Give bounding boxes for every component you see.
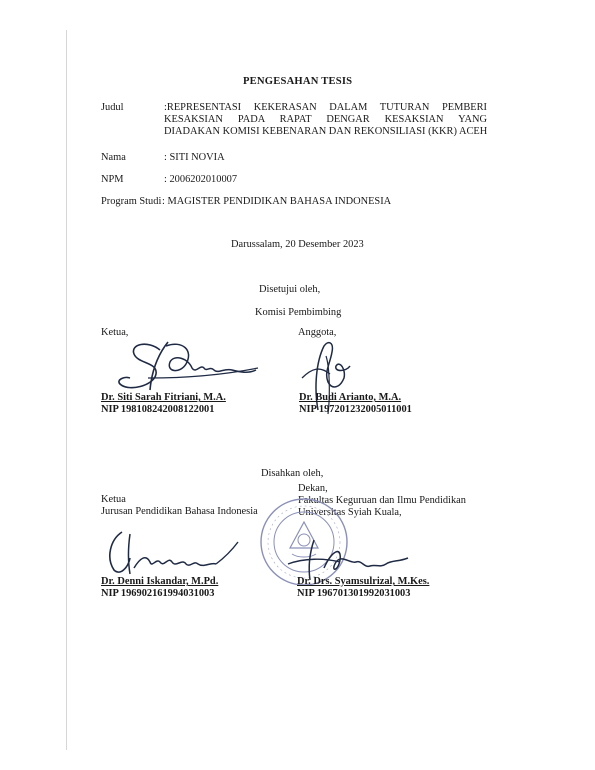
judul-line-3: DIADAKAN KOMISI KEBENARAN DAN REKONSILIASI (KKR) ACEH xyxy=(164,126,488,137)
npm-label: NPM xyxy=(101,174,124,185)
nama-value: : SITI NOVIA xyxy=(164,152,225,163)
judul-line-1: :REPRESENTASI KEKERASAN DALAM TUTURAN PEMBERI xyxy=(164,102,487,113)
dean-unit-line1: Fakultas Keguruan dan Ilmu Pendidikan xyxy=(298,495,466,506)
anggota-label: Anggota, xyxy=(298,327,337,338)
committee-label: Komisi Pembimbing xyxy=(255,307,342,318)
prodi-value: : MAGISTER PENDIDIKAN BAHASA INDONESIA xyxy=(162,196,392,207)
supervisor1-nip: NIP 198108242008122001 xyxy=(101,404,215,415)
head-dept-role: Ketua xyxy=(101,494,126,505)
dean-role: Dekan, xyxy=(298,483,328,494)
signature-supervisor1-icon xyxy=(108,338,273,396)
judul-line-2: KESAKSIAN PADA RAPAT DENGAR KESAKSIAN YANG xyxy=(164,114,487,125)
npm-value: : 2006202010007 xyxy=(164,174,238,185)
dean-nip: NIP 196701301992031003 xyxy=(297,588,411,599)
head-dept-unit: Jurusan Pendidikan Bahasa Indonesia xyxy=(101,506,258,517)
nama-label: Nama xyxy=(101,152,126,163)
supervisor1-name: Dr. Siti Sarah Fitriani, M.A. xyxy=(101,392,226,403)
judul-label: Judul xyxy=(101,102,124,113)
dean-unit-line2: Universitas Syiah Kuala, xyxy=(298,507,402,518)
head-dept-nip: NIP 196902161994031003 xyxy=(101,588,215,599)
supervisor2-name: Dr. Budi Arianto, M.A. xyxy=(299,392,402,403)
document-title: PENGESAHAN TESIS xyxy=(243,76,353,87)
approved-by: Disetujui oleh, xyxy=(259,284,321,295)
dean-name: Dr. Drs. Syamsulrizal, M.Kes. xyxy=(297,576,430,587)
head-dept-name: Dr. Denni Iskandar, M.Pd. xyxy=(101,576,219,587)
supervisor2-nip: NIP 197201232005011001 xyxy=(299,404,412,415)
ratified-by: Disahkan oleh, xyxy=(261,468,324,479)
page-edge xyxy=(66,30,67,750)
ketua-label: Ketua, xyxy=(101,327,129,338)
prodi-label: Program Studi xyxy=(101,196,162,207)
place-date: Darussalam, 20 Desember 2023 xyxy=(231,239,364,250)
signature-head-dept-icon xyxy=(100,528,260,578)
